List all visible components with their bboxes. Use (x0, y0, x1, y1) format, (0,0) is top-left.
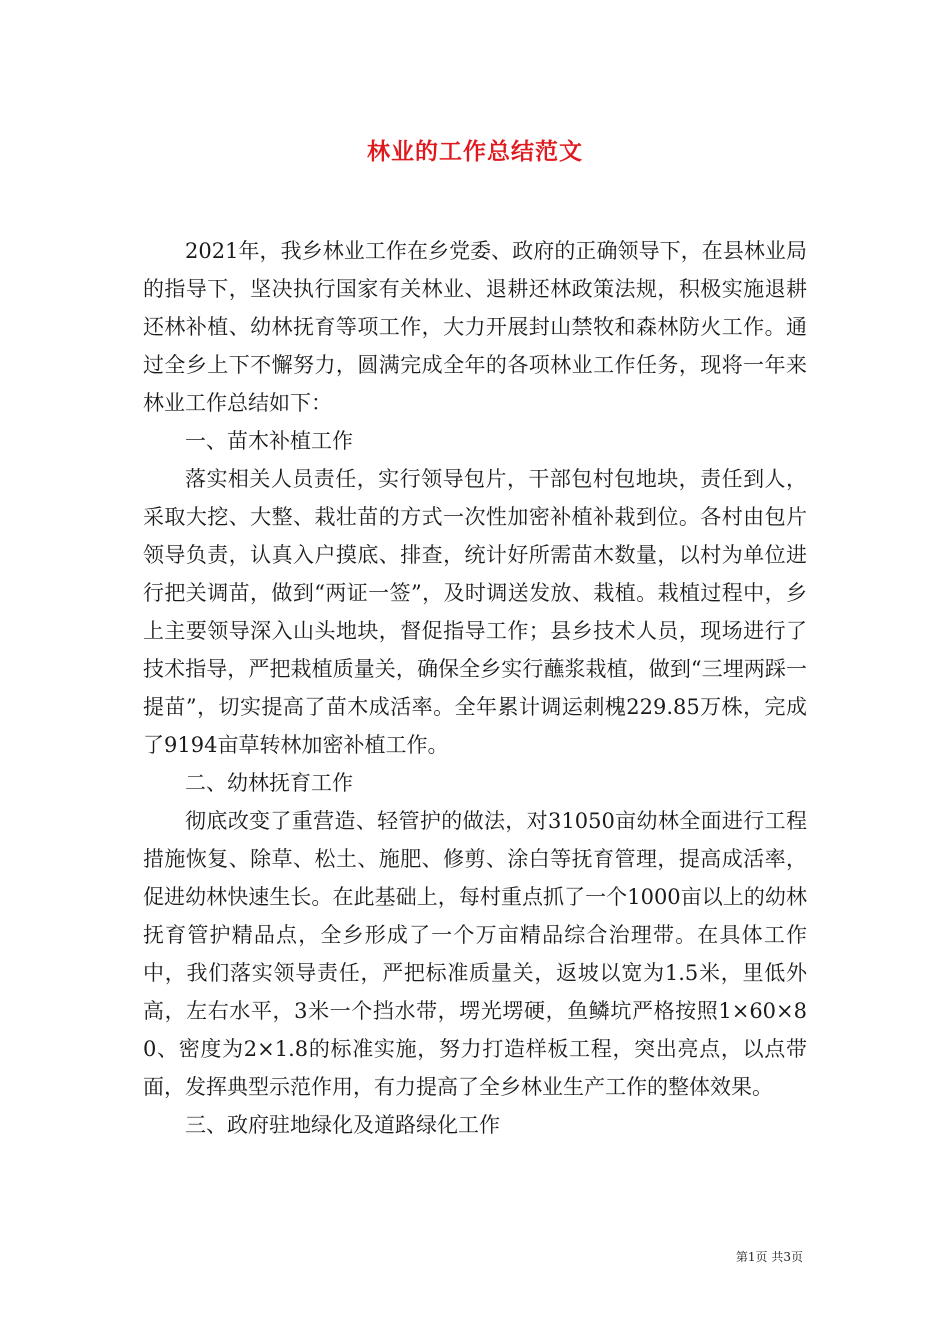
page-number: 第1页 共3页 (735, 1250, 803, 1264)
section-heading-seedling: 一、苗木补植工作 (185, 429, 353, 453)
document-body (143, 232, 807, 1144)
document-title: 林业的工作总结范文 (367, 138, 583, 165)
section-heading-greening: 三、政府驻地绿化及道路绿化工作 (185, 1113, 500, 1137)
section-heading-tending: 二、幼林抚育工作 (185, 771, 353, 795)
tending-paragraph: 彻底改变了重营造、轻管护的做法，对31050亩幼林全面进行工程措施恢复、除草、松土、施肥、修剪、涂白等抚育管理，提高成活率，促进幼林快速生长。在此基础上，每村重点抓了一个1000亩以上的幼林抚育管护精品点，全乡形成了一个万亩精品综合治理带。在具体工作中，我们落实领导责任，严把标准质量关，返坡以宽为1.5米，里低外高，左右水平，3米一个挡水带，塄光塄硬，鱼鳞坑严格按照1×60×80、密度为2×1.8的标准实施，努力打造样板工程，突出亮点，以点带面，发挥典型示范作用，有力提高了全乡林业生产工作的整体效果。 (143, 809, 807, 1099)
seedling-paragraph: 落实相关人员责任，实行领导包片，干部包村包地块，责任到人，采取大挖、大整、栽壮苗的方式一次性加密补植补栽到位。各村由包片领导负责，认真入户摸底、排查，统计好所需苗木数量，以村为单位进行把关调苗，做到“两证一签”，及时调送发放、栽植。栽植过程中，乡上主要领导深入山头地块，督促指导工作；县乡技术人员，现场进行了技术指导，严把栽植质量关，确保全乡实行蘸浆栽植，做到“三埋两踩一提苗”，切实提高了苗木成活率。全年累计调运刺槐229.85万株，完成了9194亩草转林加密补植工作。 (143, 467, 807, 757)
intro-paragraph: 2021年，我乡林业工作在乡党委、政府的正确领导下，在县林业局的指导下，坚决执行国家有关林业、退耕还林政策法规，积极实施退耕还林补植、幼林抚育等项工作，大力开展封山禁牧和森林防火工作。通过全乡上下不懈努力，圆满完成全年的各项林业工作任务，现将一年来林业工作总结如下： (143, 239, 807, 415)
